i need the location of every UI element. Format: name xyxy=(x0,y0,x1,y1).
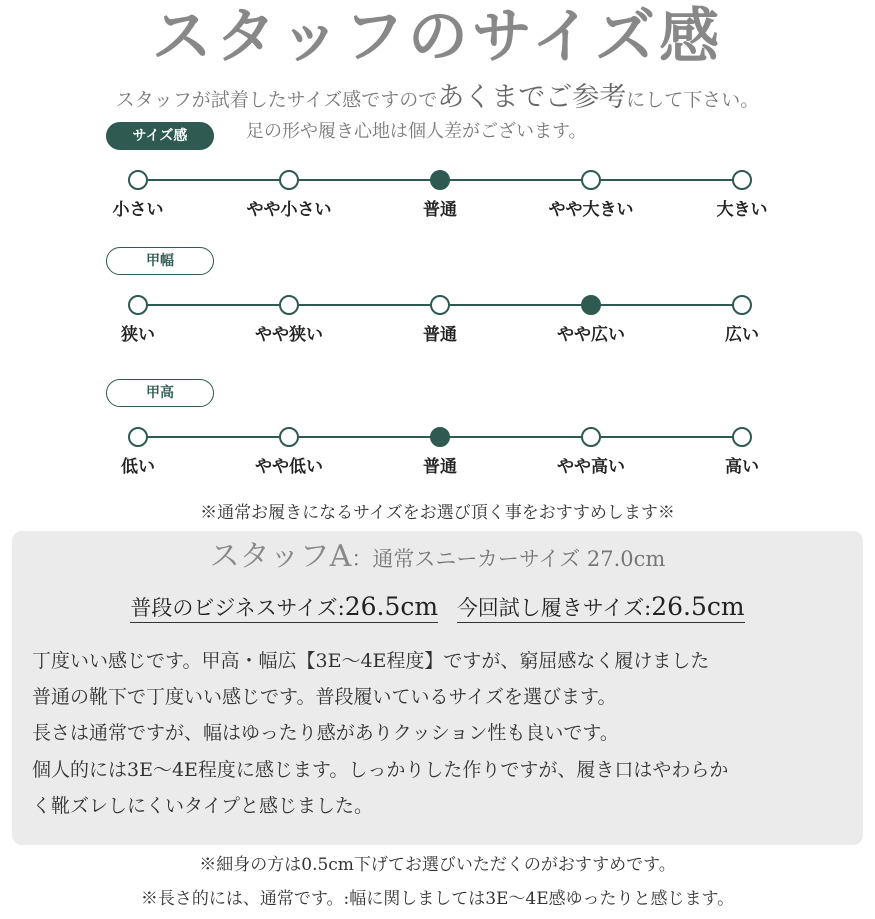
individual-difference-note: 足の形や履き心地は個人差がございます。 xyxy=(246,121,587,142)
scale-point xyxy=(128,170,148,190)
scale-point xyxy=(732,427,752,447)
scale-point xyxy=(732,170,752,190)
scale-point xyxy=(732,295,752,315)
usual-size xyxy=(130,592,439,623)
usual-size-value: 26.5cm xyxy=(344,592,439,621)
page-title: スタッフのサイズ感 xyxy=(151,2,724,72)
scale-point xyxy=(279,427,299,447)
scale-point xyxy=(128,295,148,315)
scale-point-selected xyxy=(430,170,450,190)
review-line: 長さは通常ですが、幅はゆったり感がありクッション性も良いです。 xyxy=(32,722,619,745)
scale-label: 高い xyxy=(725,457,759,477)
review-line: 丁度いい感じです。甲高・幅広【3E～4E程度】ですが、窮屈感なく履けました xyxy=(32,650,710,672)
scale-point xyxy=(581,170,601,190)
scale-point xyxy=(279,295,299,315)
size-feel-badge: サイズ感 xyxy=(106,122,214,150)
scale-point xyxy=(128,427,148,447)
scale-label: 普通 xyxy=(423,325,457,345)
footnote: ※長さ的には、通常です。:幅に関しましては3E～4E感ゆったりと感じます。 xyxy=(140,889,735,909)
scale-label: やや広い xyxy=(557,325,625,345)
review-text xyxy=(32,643,852,824)
staff-detail: ：通常スニーカーサイズ 27.0cm xyxy=(351,547,666,571)
trial-size-label: 今回試し履きサイズ: xyxy=(456,596,652,620)
review-line: く靴ズレしにくいタイプと感じました。 xyxy=(32,794,374,817)
scale-label: 大きい xyxy=(716,200,768,220)
scale-label: やや小さい xyxy=(246,200,332,220)
intro-emphasis: あくまでご参考 xyxy=(437,82,627,113)
intro-post: にして下さい。 xyxy=(626,89,760,111)
scale-label: やや高い xyxy=(557,457,625,477)
scale-point-selected xyxy=(581,295,601,315)
footnote: ※細身の方は0.5cm下げてお選びいただくのがおすすめです。 xyxy=(199,855,676,875)
scale-label: 広い xyxy=(725,325,759,345)
instep-height-badge: 甲高 xyxy=(106,379,214,407)
recommendation-note: ※通常お履きになるサイズをお選び頂く事をおすすめします※ xyxy=(200,503,675,523)
scale-label: 狭い xyxy=(121,325,155,345)
staff-name: スタッフA xyxy=(209,539,352,574)
scale-label: 普通 xyxy=(423,200,457,220)
trial-size xyxy=(456,592,745,623)
scale-label: やや狭い xyxy=(255,325,323,345)
instep-width-badge: 甲幅 xyxy=(106,247,214,275)
staff-header xyxy=(12,537,863,579)
trial-size-value: 26.5cm xyxy=(651,592,745,621)
scale-point xyxy=(279,170,299,190)
review-line: 個人的には3E～4E程度に感じます。しっかりした作りですが、履き口はやわらか xyxy=(32,758,729,781)
scale-label: 小さい xyxy=(112,200,164,220)
scale-label: やや大きい xyxy=(548,200,634,220)
review-line: 普通の靴下で丁度いい感じです。普段履いているサイズを選びます。 xyxy=(32,686,617,709)
scale-label: 低い xyxy=(121,457,155,477)
scale-label: 普通 xyxy=(423,457,457,477)
scale-label: やや低い xyxy=(255,457,323,477)
scale-point xyxy=(581,427,601,447)
usual-size-label: 普段のビジネスサイズ: xyxy=(130,596,345,620)
size-summary xyxy=(0,590,875,625)
scale-point-selected xyxy=(430,427,450,447)
intro-pre: スタッフが試着したサイズ感ですので xyxy=(115,89,438,111)
scale-point xyxy=(430,295,450,315)
intro-text xyxy=(0,80,875,118)
